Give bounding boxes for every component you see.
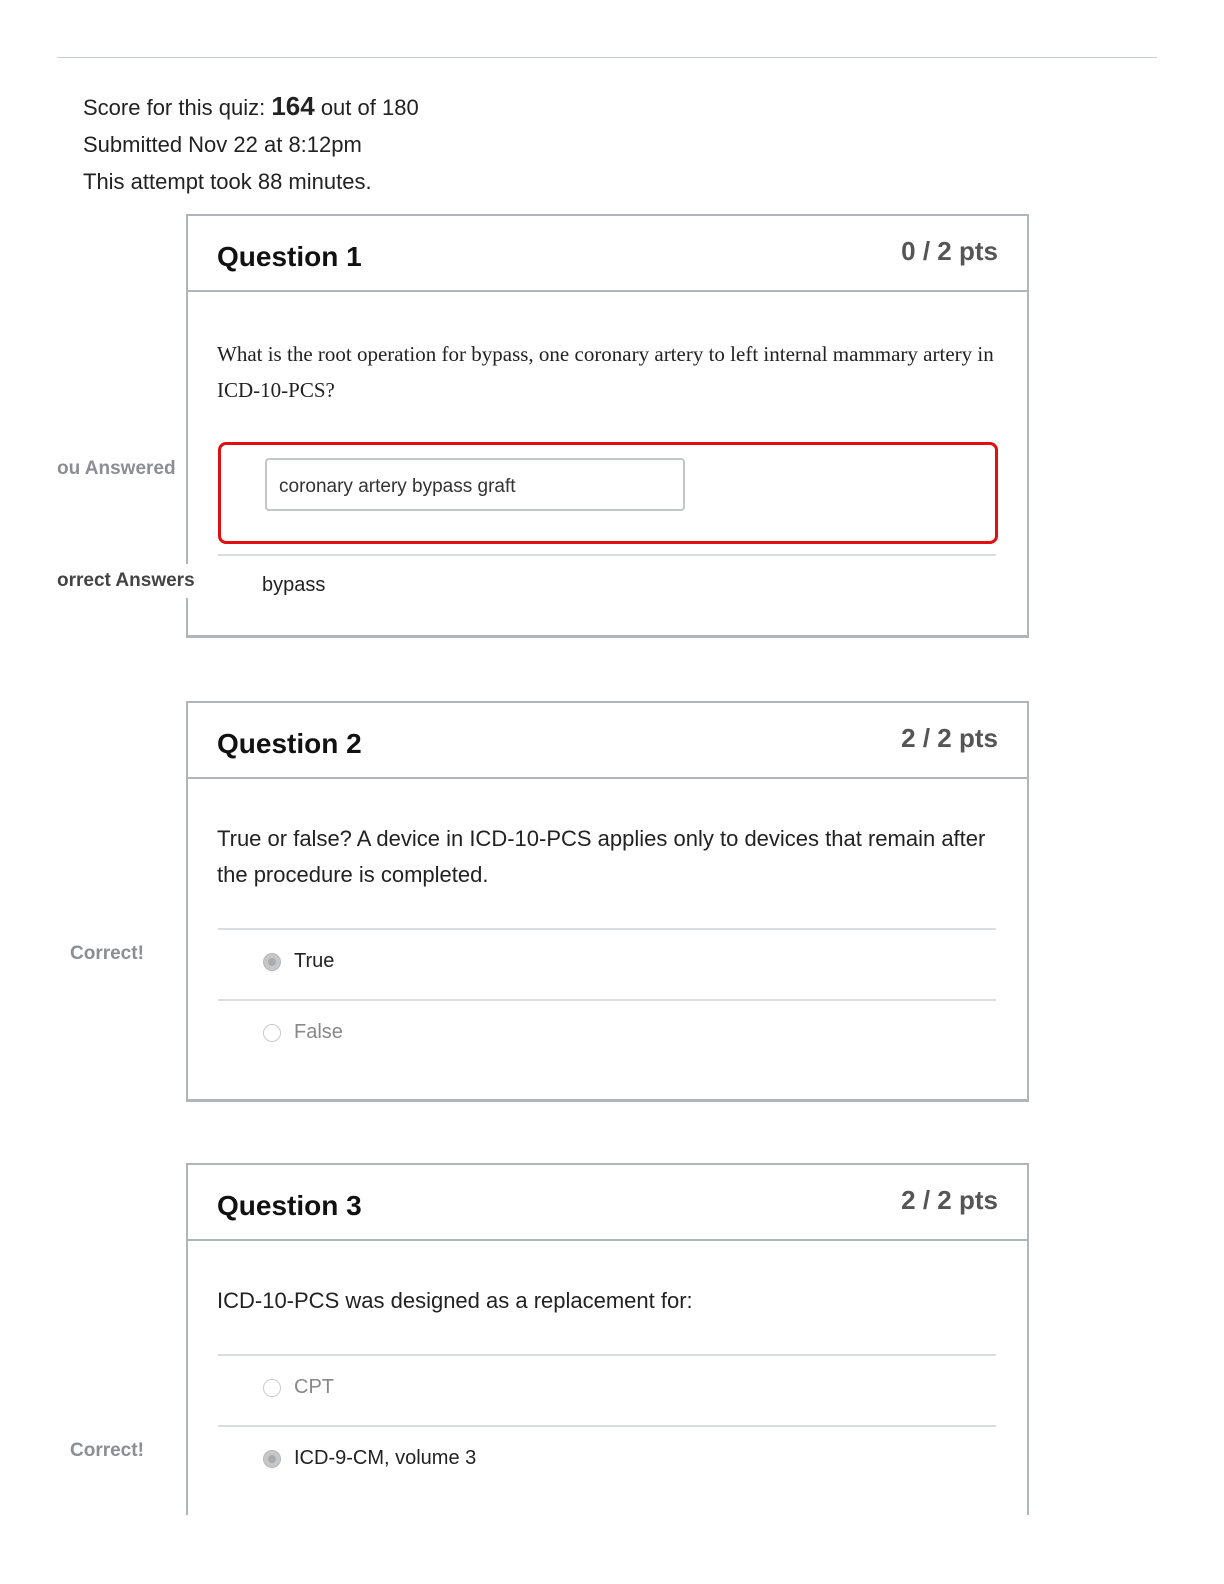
answer-option — [218, 1427, 996, 1497]
question-text: ICD-10-PCS was designed as a replacement for: — [217, 1288, 693, 1313]
correct-label: Correct! — [70, 1434, 144, 1468]
quiz-summary — [83, 88, 419, 200]
option-label: False — [294, 1021, 343, 1043]
divider — [218, 554, 996, 556]
radio-selected-icon — [263, 953, 281, 971]
radio-empty-icon — [263, 1379, 281, 1397]
answer-option — [218, 930, 996, 1000]
correct-answers-label: orrect Answers — [57, 564, 195, 598]
question-points: 2 / 2 pts — [901, 1185, 998, 1215]
question-2-card — [186, 701, 1029, 1102]
option-label: ICD-9-CM, volume 3 — [294, 1447, 477, 1469]
answer-option — [218, 1001, 996, 1071]
incorrect-answer-box — [218, 442, 998, 544]
submitted-time: Submitted Nov 22 at 8:12pm — [83, 132, 362, 157]
question-text: True or false? A device in ICD-10-PCS applies only to devices that remain after the procedure is completed. — [217, 826, 986, 887]
option-label: CPT — [294, 1376, 334, 1398]
attempt-duration: This attempt took 88 minutes. — [83, 169, 372, 194]
question-title: Question 1 — [217, 241, 362, 272]
score-value: 164 — [271, 91, 315, 121]
question-text: What is the root operation for bypass, one coronary artery to left internal mammary artery in ICD-10-PCS? — [217, 342, 994, 402]
question-title: Question 2 — [217, 728, 362, 759]
question-1-card — [186, 214, 1029, 638]
score-suffix: out of 180 — [314, 95, 419, 120]
your-answer-field: coronary artery bypass graft — [265, 458, 685, 511]
option-label: True — [294, 950, 335, 972]
question-3-card — [186, 1163, 1029, 1515]
top-divider — [57, 57, 1157, 58]
question-points: 2 / 2 pts — [901, 723, 998, 753]
question-title: Question 3 — [217, 1190, 362, 1221]
question-header — [188, 703, 1027, 779]
radio-empty-icon — [263, 1024, 281, 1042]
question-points: 0 / 2 pts — [901, 236, 998, 266]
correct-label: Correct! — [70, 937, 144, 971]
answer-option — [218, 1356, 996, 1426]
correct-answer-value: bypass — [262, 574, 326, 596]
radio-selected-icon — [263, 1450, 281, 1468]
question-header — [188, 216, 1027, 292]
you-answered-label: ou Answered — [57, 452, 176, 486]
score-prefix: Score for this quiz: — [83, 95, 272, 120]
score-line — [83, 88, 419, 126]
question-header — [188, 1165, 1027, 1241]
